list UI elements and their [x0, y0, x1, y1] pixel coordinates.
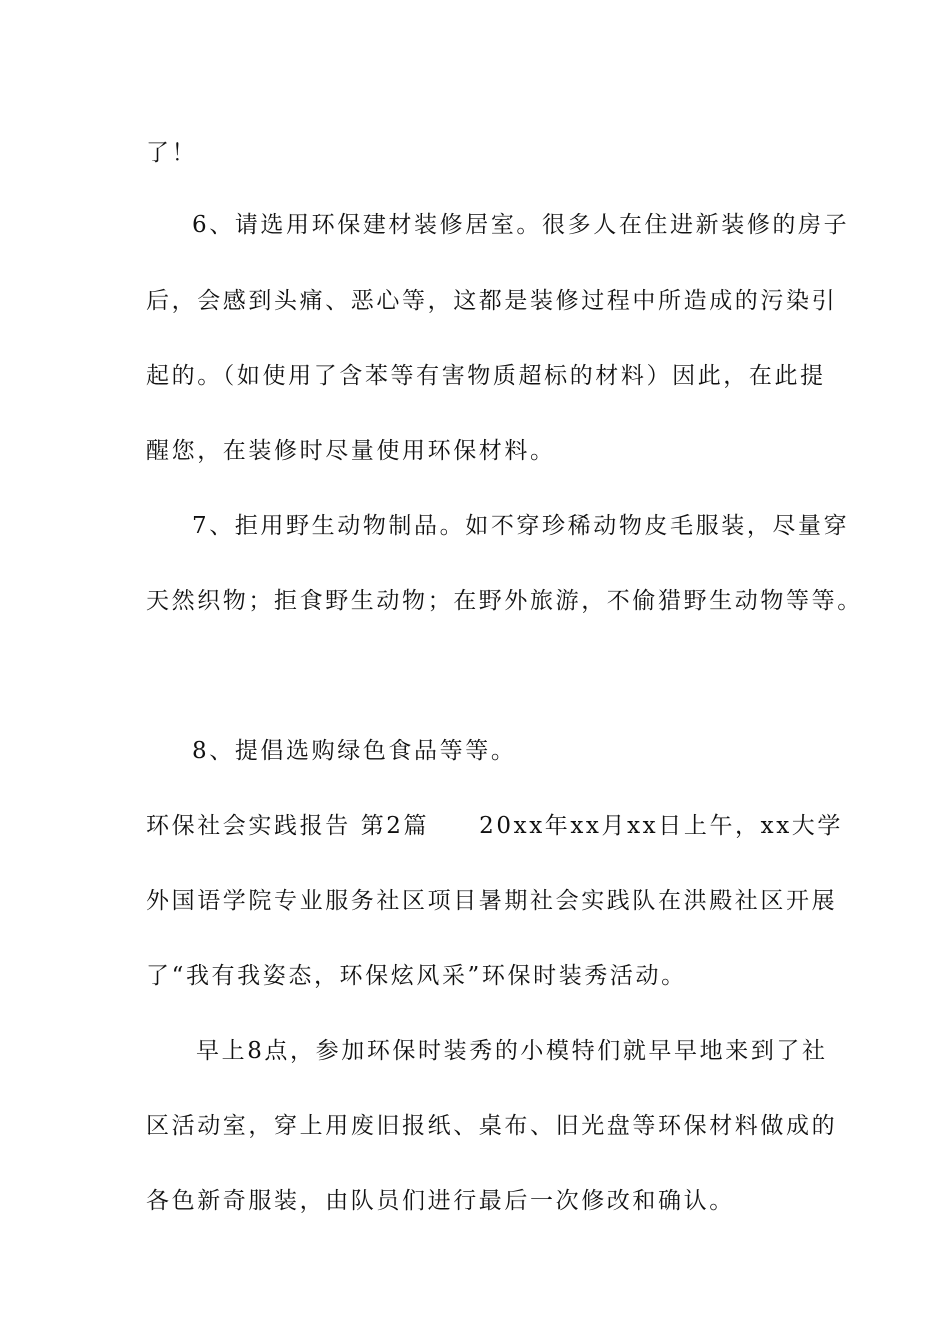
text-line-8: 8、提倡选购绿色食品等等。 — [192, 738, 517, 764]
text-line-7: 天然织物；拒食野生动物；在野外旅游，不偷猎野生动物等等。 — [146, 588, 863, 614]
text-line-5: 醒您，在装修时尽量使用环保材料。 — [146, 438, 556, 464]
text-line-3: 后，会感到头痛、恶心等，这都是装修过程中所造成的污染引 — [146, 288, 838, 314]
text-line-12: 早上8点，参加环保时装秀的小模特们就早早地来到了社 — [196, 1038, 828, 1064]
text-line-10: 外国语学院专业服务社区项目暑期社会实践队在洪殿社区开展 — [146, 888, 838, 914]
text-line-9 — [146, 811, 843, 841]
text-line-1: 了！ — [146, 140, 198, 166]
text-line-4: 起的。（如使用了含苯等有害物质超标的材料）因此，在此提 — [146, 363, 826, 389]
text-line-6: 7、拒用野生动物制品。如不穿珍稀动物皮毛服装，尽量穿 — [192, 513, 850, 539]
section-date: 20xx年xx月xx日上午，xx大学 — [479, 813, 843, 839]
section-heading: 环保社会实践报告 第2篇 — [146, 813, 430, 839]
text-line-14: 各色新奇服装，由队员们进行最后一次修改和确认。 — [146, 1188, 735, 1214]
text-line-2: 6、请选用环保建材装修居室。很多人在住进新装修的房子 — [192, 212, 850, 238]
text-line-11: 了“我有我姿态，环保炫风采”环保时装秀活动。 — [146, 963, 687, 989]
text-line-13: 区活动室，穿上用废旧报纸、桌布、旧光盘等环保材料做成的 — [146, 1113, 838, 1139]
